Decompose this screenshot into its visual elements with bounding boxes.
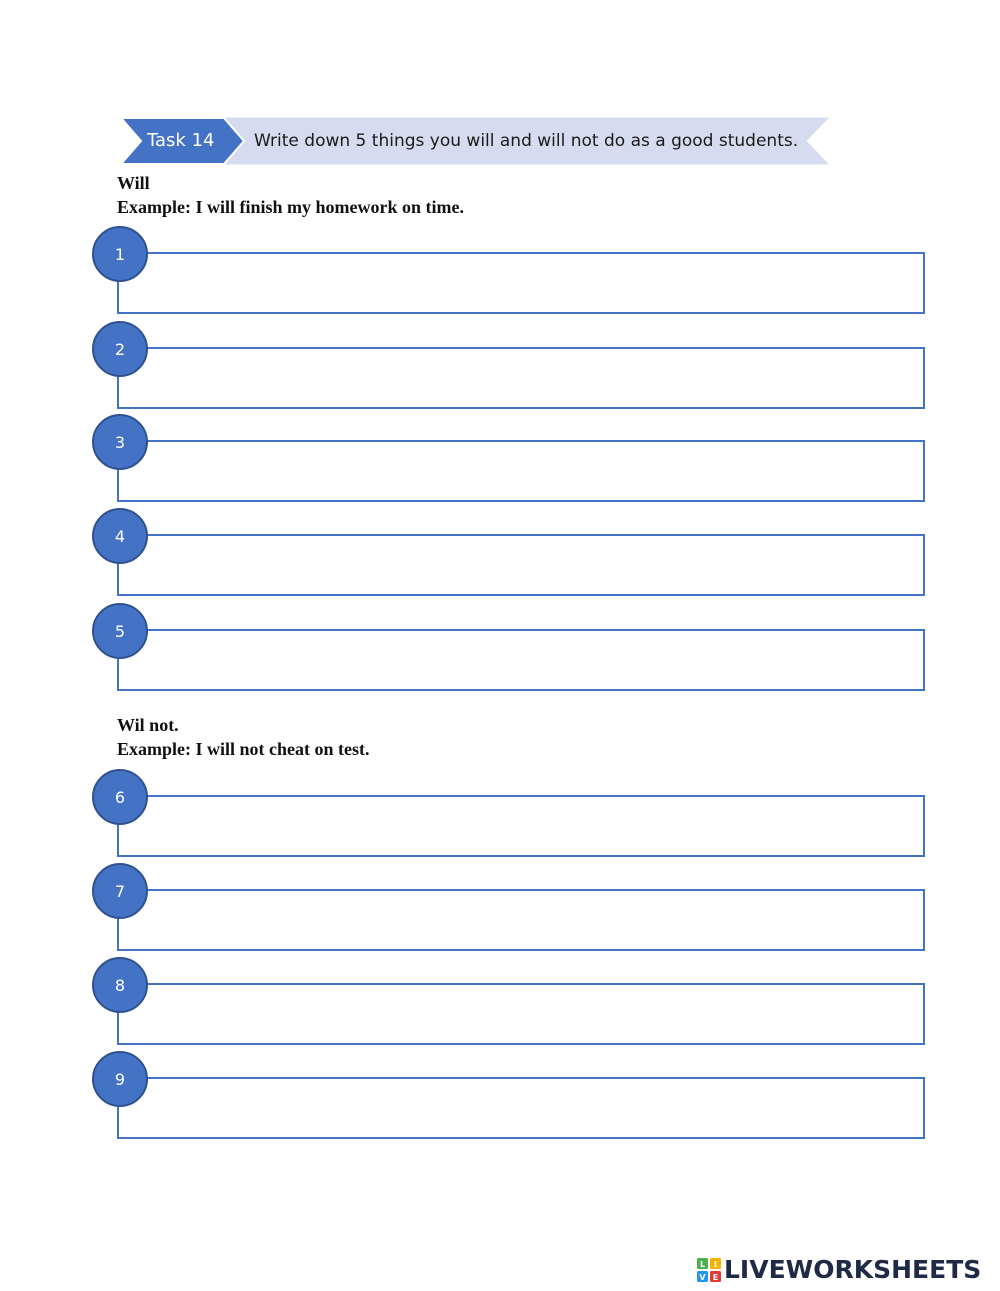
answer-input-5[interactable]	[119, 631, 923, 689]
answer-box	[117, 252, 925, 314]
task-instruction: Write down 5 things you will and will not do as a good students.	[254, 131, 799, 151]
number-badge: 2	[92, 321, 148, 377]
task-label: Task 14	[147, 130, 215, 151]
answer-input-7[interactable]	[119, 891, 923, 949]
answer-input-1[interactable]	[119, 254, 923, 312]
answer-box	[117, 889, 925, 951]
number-badge: 7	[92, 863, 148, 919]
answer-row-3	[92, 414, 926, 504]
number-badge: 9	[92, 1051, 148, 1107]
liveworksheets-logo-icon	[697, 1258, 721, 1282]
answer-input-3[interactable]	[119, 442, 923, 500]
will-not-heading: Wil not.	[117, 715, 179, 735]
svg-text:I: I	[714, 1260, 717, 1269]
answer-box	[117, 347, 925, 409]
number-badge: 6	[92, 769, 148, 825]
svg-text:E: E	[712, 1273, 719, 1282]
number-badge: 4	[92, 508, 148, 564]
answer-box	[117, 795, 925, 857]
svg-text:L: L	[699, 1260, 706, 1269]
answer-row-7	[92, 863, 926, 953]
answer-input-2[interactable]	[119, 349, 923, 407]
answer-input-6[interactable]	[119, 797, 923, 855]
answer-box	[117, 1077, 925, 1139]
answer-input-4[interactable]	[119, 536, 923, 594]
task-banner	[0, 0, 1000, 200]
answer-box	[117, 983, 925, 1045]
will-not-example: Example: I will not cheat on test.	[117, 739, 370, 759]
answer-row-6	[92, 769, 926, 859]
answer-box	[117, 534, 925, 596]
answer-row-8	[92, 957, 926, 1047]
number-badge: 3	[92, 414, 148, 470]
answer-row-9	[92, 1051, 926, 1141]
number-badge: 8	[92, 957, 148, 1013]
answer-input-9[interactable]	[119, 1079, 923, 1137]
answer-input-8[interactable]	[119, 985, 923, 1043]
answer-row-4	[92, 508, 926, 598]
liveworksheets-logo-text: LIVEWORKSHEETS	[724, 1255, 982, 1284]
answer-row-1	[92, 226, 926, 316]
number-badge: 1	[92, 226, 148, 282]
number-badge: 5	[92, 603, 148, 659]
svg-text:V: V	[699, 1273, 706, 1282]
answer-row-5	[92, 603, 926, 693]
answer-row-2	[92, 321, 926, 411]
answer-box	[117, 629, 925, 691]
will-heading: Will	[117, 173, 150, 193]
will-example: Example: I will finish my homework on time.	[117, 197, 465, 217]
liveworksheets-logo	[697, 1255, 981, 1285]
answer-box	[117, 440, 925, 502]
